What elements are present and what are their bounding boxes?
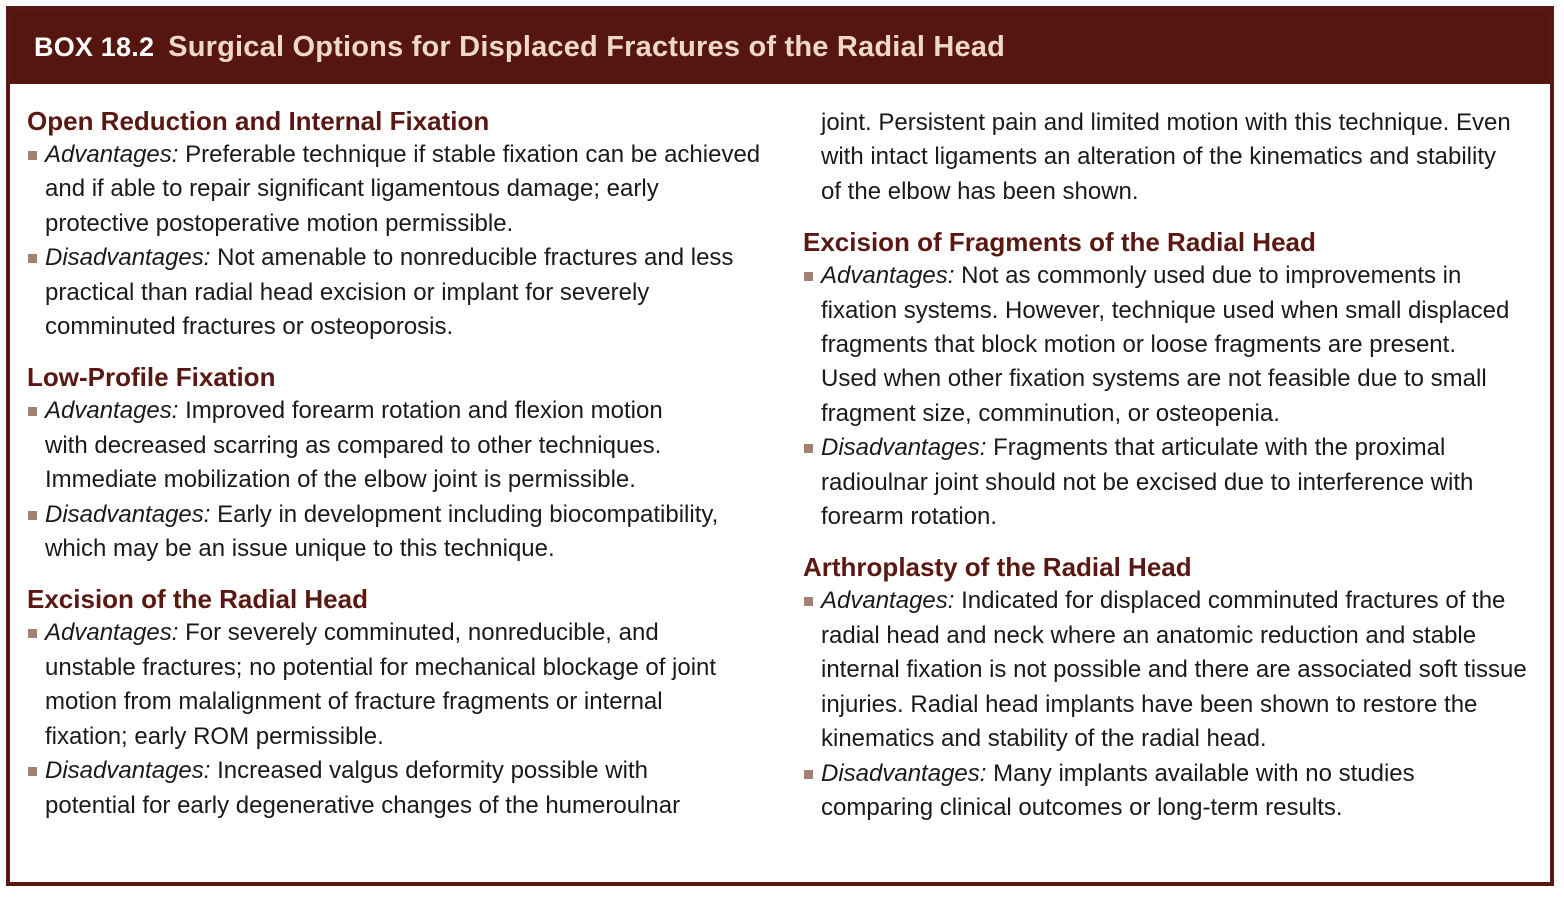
section-fragments xyxy=(803,225,1543,534)
section-title: Arthroplasty of the Radial Head xyxy=(803,552,1192,583)
box-title: Surgical Options for Displaced Fractures of the Radial Head xyxy=(168,30,1006,63)
square-bullet-icon xyxy=(28,629,37,638)
advantages-label: Advantages: xyxy=(45,619,179,647)
advantages-item xyxy=(27,138,767,241)
advantages-label: Advantages: xyxy=(821,587,955,615)
advantages-item xyxy=(27,616,735,754)
disadvantages-label: Disadvantages: xyxy=(45,500,211,528)
disadvantages-item xyxy=(27,754,745,823)
left-column xyxy=(27,104,767,823)
advantages-label: Advantages: xyxy=(821,262,955,290)
disadvantages-text: Early in development including biocompatibility, which may be an issue unique to this technique. xyxy=(45,500,719,563)
advantages-text: Improved forearm rotation and flexion motion with decreased scarring as compared to other techniques. Immediate mobilization of the elbow joint is permissible. xyxy=(45,397,663,494)
section-title: Low-Profile Fixation xyxy=(27,362,276,393)
continued-text: joint. Persistent pain and limited motion with this technique. Even with intact ligaments an alteration of the kinematics and stability of the elbow has been shown. xyxy=(821,109,1511,205)
advantages-text: Not as commonly used due to improvements in fixation systems. However, technique used when small displaced fragments that block motion or loose fragments are present. Used when other fixation systems are not feasible due to small fragment size, comminution, or osteopenia. xyxy=(821,262,1510,427)
section-title: Open Reduction and Internal Fixation xyxy=(27,106,490,136)
square-bullet-icon xyxy=(28,151,37,160)
section-arthroplasty xyxy=(803,550,1543,825)
disadvantages-text: Fragments that articulate with the proximal radioulnar joint should not be excised due to interference with forearm rotation. xyxy=(821,434,1474,531)
disadvantages-label: Disadvantages: xyxy=(821,434,987,462)
disadvantages-item xyxy=(803,431,1543,534)
disadvantages-text: Increased valgus deformity possible with potential for early degenerative changes of the humeroulnar xyxy=(45,757,681,819)
advantages-item xyxy=(803,584,1543,756)
section-low-profile xyxy=(27,360,767,566)
disadvantages-text: Not amenable to nonreducible fractures and less practical than radial head excision or implant for severely comminuted fractures or osteoporosis. xyxy=(45,244,734,341)
right-column xyxy=(803,106,1543,825)
square-bullet-icon xyxy=(804,597,813,606)
square-bullet-icon xyxy=(804,444,813,453)
disadvantages-item xyxy=(803,757,1481,826)
disadvantages-item xyxy=(27,241,767,344)
advantages-text: For severely comminuted, nonreducible, and unstable fractures; no potential for mechanical blockage of joint motion from malalignment of fracture fragments or internal fixation; early ROM permissible. xyxy=(45,619,717,750)
box-number: BOX 18.2 xyxy=(34,31,155,62)
advantages-label: Advantages: xyxy=(45,397,179,425)
advantages-item xyxy=(27,394,685,497)
disadvantages-label: Disadvantages: xyxy=(45,757,211,785)
square-bullet-icon xyxy=(28,767,37,776)
disadvantages-label: Disadvantages: xyxy=(821,759,987,787)
advantages-text: Preferable technique if stable fixation can be achieved and if able to repair significant ligamentous damage; early protective postoperative motion permissible. xyxy=(45,141,761,237)
square-bullet-icon xyxy=(804,272,813,281)
section-orif xyxy=(27,104,767,344)
advantages-item xyxy=(803,259,1511,431)
section-excision xyxy=(27,582,767,822)
square-bullet-icon xyxy=(28,254,37,263)
section-title: Excision of the Radial Head xyxy=(27,584,368,615)
disadvantages-label: Disadvantages: xyxy=(45,244,211,272)
section-title: Excision of Fragments of the Radial Head xyxy=(803,227,1316,258)
disadvantages-item xyxy=(27,498,767,567)
advantages-label: Advantages: xyxy=(45,141,179,168)
square-bullet-icon xyxy=(28,511,37,520)
box-header xyxy=(10,10,1550,84)
disadvantages-text: Many implants available with no studies comparing clinical outcomes or long-term results. xyxy=(821,759,1415,821)
square-bullet-icon xyxy=(28,407,37,416)
square-bullet-icon xyxy=(804,770,813,779)
advantages-text: Indicated for displaced comminuted fractures of the radial head and neck where an anatomic reduction and stable internal fixation is not possible and there are associated soft tissue injuries. Radial head implants have been shown to restore the kinematics and stability of the radial head. xyxy=(821,587,1527,753)
